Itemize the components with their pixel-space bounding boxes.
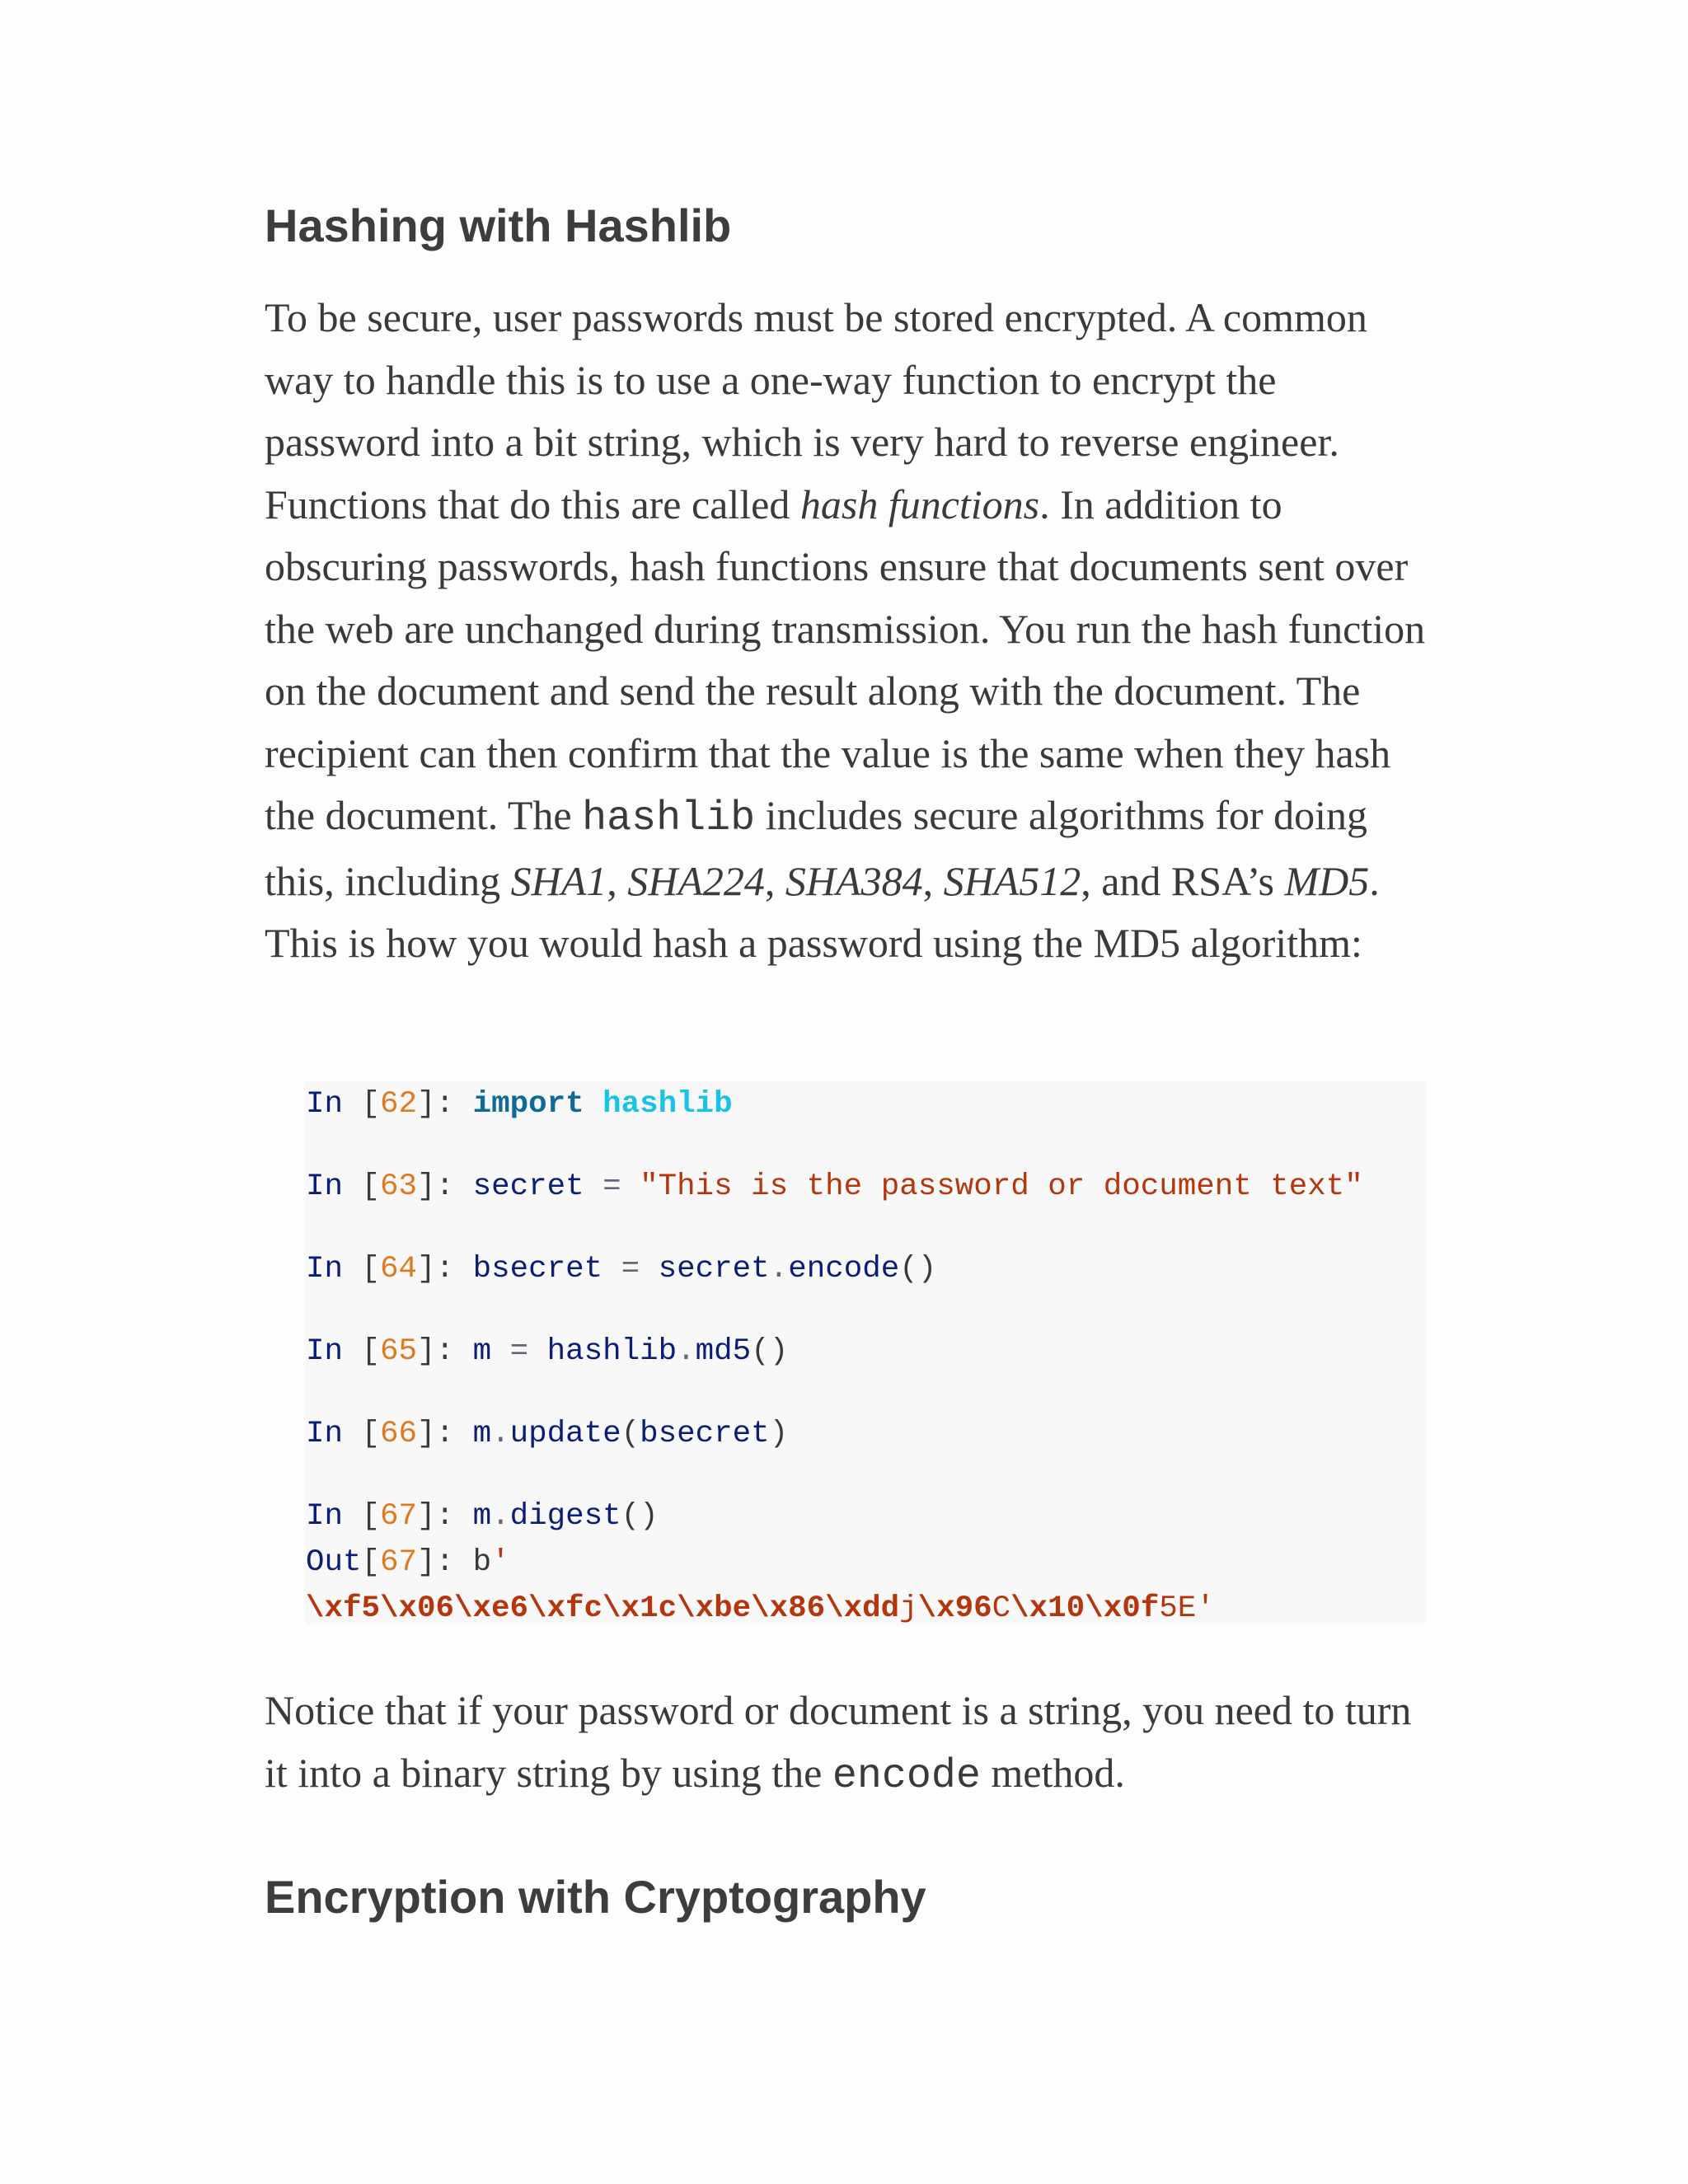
operator: = xyxy=(603,1169,621,1204)
quote: ' xyxy=(1196,1591,1215,1626)
prompt-number: 63 xyxy=(380,1169,418,1204)
argument: bsecret xyxy=(640,1417,770,1451)
text-run: Notice that if your password or document is a string, you need to turn it into a binary string by using the xyxy=(265,1687,1412,1796)
code-cell-66: In [66]: m.update(bsecret) xyxy=(306,1417,789,1451)
prompt-out: Out xyxy=(306,1545,362,1580)
code-cell-63: In [63]: secret = "This is the password or document text" xyxy=(306,1169,1363,1204)
prompt-in: In xyxy=(306,1334,344,1369)
literal-char: C xyxy=(992,1591,1011,1626)
prompt-number: 67 xyxy=(380,1545,418,1580)
method: digest xyxy=(509,1499,621,1534)
object: hashlib xyxy=(546,1334,678,1369)
paragraph-hashing-intro xyxy=(265,287,1427,975)
escape-sequence: \xf5\x06\xe6\xfc\x1c\xbe\x86\xdd xyxy=(306,1591,900,1626)
output-cell-67: Out[67]: b' xyxy=(306,1545,510,1580)
parens: () xyxy=(899,1252,937,1286)
emphasis-md5: MD5 xyxy=(1284,857,1370,904)
parens: () xyxy=(751,1334,789,1369)
emphasis-hash-functions: hash functions xyxy=(799,480,1040,527)
prompt-number: 67 xyxy=(380,1499,418,1534)
separator: , xyxy=(922,857,944,904)
emphasis-sha1: SHA1 xyxy=(510,857,607,904)
emphasis-sha512: SHA512 xyxy=(943,857,1081,904)
literal-char: 5E xyxy=(1159,1591,1197,1626)
prompt-number: 65 xyxy=(380,1334,418,1369)
operator: = xyxy=(509,1334,529,1369)
text-run: includes secure algorithms for doing this, including xyxy=(265,792,1368,904)
literal-char: j xyxy=(899,1591,918,1626)
code-block xyxy=(306,1081,1425,1625)
output-bytes-line xyxy=(306,1586,1215,1632)
prompt-in: In xyxy=(306,1169,344,1204)
variable: bsecret xyxy=(472,1252,603,1286)
variable: secret xyxy=(472,1169,584,1204)
escape-sequence: \x10\x0f xyxy=(1010,1591,1160,1626)
operator: = xyxy=(621,1252,640,1286)
paren-close: ) xyxy=(769,1417,789,1451)
module-name: hashlib xyxy=(603,1087,733,1122)
prompt-in: In xyxy=(306,1252,344,1286)
parens: () xyxy=(621,1499,659,1534)
paragraph-encode-note xyxy=(265,1680,1427,1807)
separator: , xyxy=(764,857,785,904)
prompt-number: 64 xyxy=(380,1252,418,1286)
paren-open: ( xyxy=(621,1417,640,1451)
text-run: method. xyxy=(980,1749,1125,1796)
method: md5 xyxy=(695,1334,752,1369)
method: update xyxy=(509,1417,621,1451)
dot: . xyxy=(769,1252,789,1286)
code-cell-64: In [64]: bsecret = secret.encode() xyxy=(306,1252,937,1286)
dot: . xyxy=(491,1499,510,1534)
code-cell-67: In [67]: m.digest() xyxy=(306,1499,659,1534)
object: m xyxy=(472,1417,492,1451)
dot: . xyxy=(677,1334,696,1369)
string-literal: "This is the password or document text" xyxy=(640,1169,1363,1204)
prompt-number: 66 xyxy=(380,1417,418,1451)
separator: , xyxy=(607,857,628,904)
variable: m xyxy=(472,1334,492,1369)
method: encode xyxy=(788,1252,900,1286)
prompt-in: In xyxy=(306,1417,344,1451)
emphasis-sha384: SHA384 xyxy=(785,857,923,904)
text-run: . This is how you would hash a password using the MD5 algorithm: xyxy=(265,857,1380,966)
prompt-in: In xyxy=(306,1087,344,1122)
code-cell-65: In [65]: m = hashlib.md5() xyxy=(306,1334,789,1369)
escape-sequence: \x96 xyxy=(917,1591,992,1626)
text-run: , and RSA’s xyxy=(1081,857,1285,904)
object: secret xyxy=(658,1252,770,1286)
text-run: . In addition to obscuring passwords, hash functions ensure that documents sent over the web are unchanged during transmission. You run the hash function on the document and send the result along with the document. The recipient can then confirm that the value is the same when they hash the document. The xyxy=(265,480,1426,838)
inline-code-hashlib: hashlib xyxy=(582,795,756,842)
code-cell-62: In [62]: import hashlib xyxy=(306,1087,733,1122)
dot: . xyxy=(491,1417,510,1451)
section-heading-hashing: Hashing with Hashlib xyxy=(265,199,732,251)
prompt-number: 62 xyxy=(380,1087,418,1122)
keyword-import: import xyxy=(472,1087,584,1122)
object: m xyxy=(472,1499,492,1534)
section-heading-encryption: Encryption with Cryptography xyxy=(265,1871,926,1923)
text-run: To be secure, user passwords must be stored encrypted. A common way to handle this is to use a one-way function to encrypt the password into a bit string, which is very hard to reverse engineer. Functions that do this are called xyxy=(265,294,1367,527)
bytes-prefix: b xyxy=(472,1545,492,1580)
quote: ' xyxy=(491,1545,510,1580)
inline-code-encode: encode xyxy=(832,1752,981,1800)
emphasis-sha224: SHA224 xyxy=(627,857,765,904)
prompt-in: In xyxy=(306,1499,344,1534)
